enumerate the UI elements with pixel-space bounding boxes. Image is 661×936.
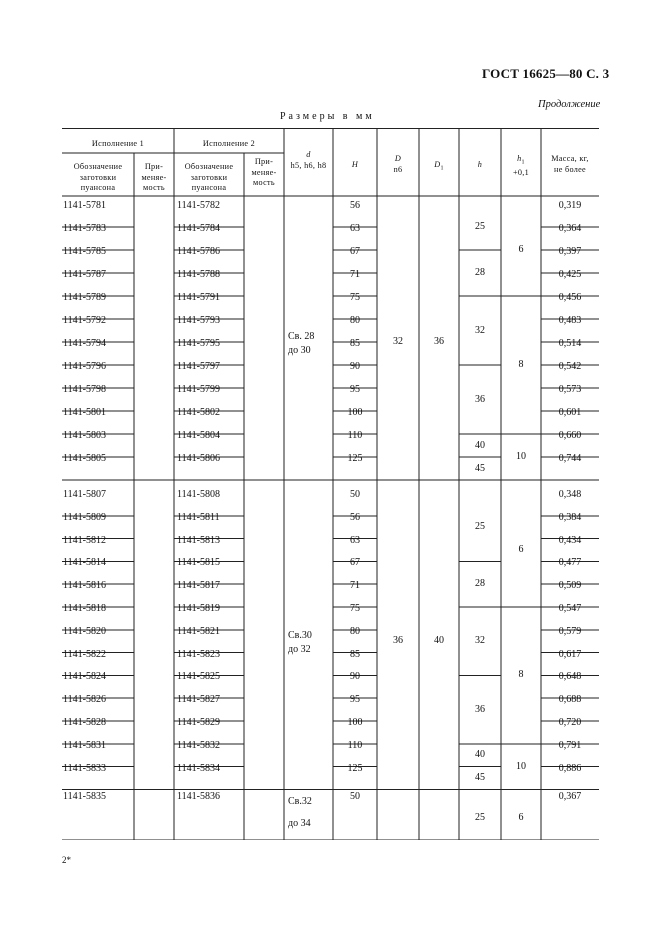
header-designation-1: Обозначение заготовки пуансона [73, 162, 123, 192]
height-h1: 8 [518, 669, 524, 681]
header-d: d h5, h6, h8 [290, 150, 327, 170]
designation-v2: 1141-5834 [177, 762, 220, 774]
designation-v2: 1141-5825 [177, 671, 220, 683]
designation-v1: 1141-5828 [63, 717, 106, 728]
height-H: 80 [350, 625, 360, 637]
height-H: 110 [347, 739, 363, 751]
mass-value: 0,886 [558, 762, 582, 774]
header-applicability-1: При- меняе- мость [141, 162, 167, 192]
height-h1: 6 [518, 811, 524, 823]
designation-v1: 1141-5783 [63, 223, 106, 234]
height-H: 125 [347, 453, 363, 464]
height-h1: 10 [516, 451, 526, 462]
header-h1: $h_1$ +0,1 [512, 154, 530, 178]
height-H: 71 [350, 580, 360, 592]
height-H: 80 [350, 315, 360, 326]
designation-v1: 1141-5814 [63, 557, 106, 569]
designation-v1: 1141-5824 [63, 671, 106, 683]
height-h: 28 [475, 267, 485, 278]
designation-v2: 1141-5832 [177, 739, 220, 751]
height-h: 45 [475, 462, 485, 474]
diameter-D: 36 [393, 635, 403, 647]
header-group-1: Исполнение 1 [91, 139, 145, 148]
height-h: 25 [475, 521, 485, 533]
height-h: 40 [475, 749, 485, 761]
height-h: 28 [475, 578, 485, 590]
diameter-d-line: Св.32 [288, 796, 312, 807]
mass-value: 0,601 [558, 407, 582, 418]
designation-v1: 1141-5787 [63, 269, 106, 280]
designation-v2: 1141-5815 [177, 557, 220, 569]
height-h: 25 [475, 221, 485, 232]
designation-v1: 1141-5831 [63, 739, 106, 751]
height-H: 67 [350, 557, 360, 569]
footer-mark: 2* [62, 855, 71, 865]
designation-v1: 1141-5781 [63, 200, 106, 211]
designation-v1: 1141-5835 [63, 791, 106, 802]
height-H: 85 [350, 648, 360, 660]
height-H: 56 [350, 511, 360, 523]
diameter-d-line: до 32 [288, 644, 311, 656]
designation-v2: 1141-5811 [177, 511, 220, 523]
designation-v1: 1141-5822 [63, 648, 106, 660]
height-H: 85 [350, 338, 360, 349]
designation-v2: 1141-5793 [177, 315, 220, 326]
header-designation-2: Обозначение заготовки пуансона [184, 162, 234, 192]
mass-value: 0,547 [558, 603, 582, 614]
height-h: 36 [475, 703, 485, 715]
dimensions-table [62, 128, 599, 840]
mass-value: 0,477 [558, 557, 582, 569]
diameter-d-range [288, 629, 332, 657]
designation-v1: 1141-5803 [63, 430, 106, 441]
mass-value: 0,579 [558, 625, 582, 637]
continued-label: Продолжение [538, 99, 601, 110]
diameter-d-range [288, 791, 332, 835]
designation-v2: 1141-5819 [177, 603, 220, 614]
designation-v2: 1141-5829 [177, 717, 220, 728]
mass-value: 0,434 [558, 534, 582, 546]
mass-value: 0,791 [558, 739, 582, 751]
header-h: h [477, 160, 483, 169]
designation-v1: 1141-5798 [63, 384, 106, 395]
designation-v2: 1141-5827 [177, 694, 220, 706]
mass-value: 0,542 [558, 361, 582, 372]
designation-v1: 1141-5820 [63, 625, 106, 637]
designation-v2: 1141-5821 [177, 625, 220, 637]
designation-v2: 1141-5784 [177, 223, 220, 234]
mass-value: 0,348 [558, 489, 582, 500]
designation-v2: 1141-5788 [177, 269, 220, 280]
height-h: 25 [475, 811, 485, 823]
designation-v2: 1141-5797 [177, 361, 220, 372]
mass-value: 0,483 [558, 315, 582, 326]
height-h: 36 [475, 393, 485, 405]
mass-value: 0,648 [558, 671, 582, 683]
designation-v2: 1141-5802 [177, 407, 220, 418]
designation-v2: 1141-5808 [177, 489, 220, 500]
mass-value: 0,688 [558, 694, 582, 706]
height-H: 71 [350, 269, 360, 280]
mass-value: 0,744 [558, 453, 582, 464]
mass-value: 0,456 [558, 292, 582, 303]
table-grid [62, 128, 599, 840]
height-H: 100 [347, 717, 363, 728]
height-H: 95 [350, 694, 360, 706]
mass-value: 0,364 [558, 223, 582, 234]
height-H: 95 [350, 384, 360, 395]
designation-v1: 1141-5816 [63, 580, 106, 592]
designation-v2: 1141-5836 [177, 791, 220, 802]
designation-v2: 1141-5806 [177, 453, 220, 464]
header-group-2: Исполнение 2 [202, 139, 256, 148]
mass-value: 0,367 [558, 791, 582, 802]
mass-value: 0,397 [558, 246, 582, 257]
height-H: 90 [350, 671, 360, 683]
height-H: 56 [350, 200, 360, 211]
mass-value: 0,573 [558, 384, 582, 395]
header-D: D n6 [393, 154, 403, 174]
mass-value: 0,425 [558, 269, 582, 280]
height-H: 63 [350, 534, 360, 546]
diameter-d-line: до 34 [288, 818, 311, 829]
header-mass: Масса, кг, не более [551, 154, 589, 174]
designation-v1: 1141-5809 [63, 511, 106, 523]
height-H: 50 [350, 791, 360, 802]
height-H: 125 [347, 762, 363, 774]
dimensions-label: Размеры в мм [280, 111, 375, 122]
designation-v1: 1141-5826 [63, 694, 106, 706]
height-h1: 8 [518, 359, 524, 370]
diameter-d-line: Св. 28 [288, 331, 315, 342]
height-H: 67 [350, 246, 360, 257]
height-H: 75 [350, 603, 360, 614]
height-h: 45 [475, 772, 485, 783]
designation-v2: 1141-5823 [177, 648, 220, 660]
height-H: 110 [347, 430, 363, 441]
height-H: 63 [350, 223, 360, 234]
diameter-d-line: Св.30 [288, 630, 312, 642]
header-D1: $D_1$ [434, 160, 444, 172]
designation-v1: 1141-5805 [63, 453, 106, 464]
designation-v2: 1141-5791 [177, 292, 220, 303]
designation-v2: 1141-5782 [177, 200, 220, 211]
designation-v2: 1141-5817 [177, 580, 220, 592]
height-h: 32 [475, 635, 485, 647]
height-H: 50 [350, 489, 360, 500]
designation-v2: 1141-5799 [177, 384, 220, 395]
height-H: 75 [350, 292, 360, 303]
diameter-D1: 36 [434, 336, 444, 347]
height-h1: 6 [518, 244, 524, 255]
diameter-d-line: до 30 [288, 345, 311, 356]
height-h: 32 [475, 324, 485, 336]
mass-value: 0,509 [558, 580, 582, 592]
mass-value: 0,720 [558, 717, 582, 728]
page-header: ГОСТ 16625—80 С. 3 [482, 66, 610, 81]
mass-value: 0,514 [558, 338, 582, 349]
designation-v1: 1141-5792 [63, 315, 106, 326]
designation-v1: 1141-5789 [63, 292, 106, 303]
designation-v1: 1141-5807 [63, 489, 106, 500]
designation-v1: 1141-5794 [63, 338, 106, 349]
height-h: 40 [475, 439, 485, 451]
designation-v1: 1141-5801 [63, 407, 106, 418]
diameter-D: 32 [393, 336, 403, 347]
mass-value: 0,660 [558, 430, 582, 441]
designation-v2: 1141-5813 [177, 534, 220, 546]
designation-v1: 1141-5796 [63, 361, 106, 372]
header-H: H [351, 160, 359, 169]
height-h1: 6 [518, 544, 524, 555]
designation-v1: 1141-5833 [63, 762, 106, 774]
designation-v1: 1141-5785 [63, 246, 106, 257]
height-H: 100 [347, 407, 363, 418]
header-applicability-2: При- меняе- мость [251, 157, 277, 187]
designation-v1: 1141-5812 [63, 534, 106, 546]
diameter-d-range [288, 330, 332, 358]
mass-value: 0,617 [558, 648, 582, 660]
diameter-D1: 40 [434, 635, 444, 647]
mass-value: 0,384 [558, 511, 582, 523]
designation-v2: 1141-5786 [177, 246, 220, 257]
height-H: 90 [350, 361, 360, 372]
designation-v2: 1141-5804 [177, 430, 220, 441]
designation-v2: 1141-5795 [177, 338, 220, 349]
height-h1: 10 [516, 760, 526, 772]
designation-v1: 1141-5818 [63, 603, 106, 614]
mass-value: 0,319 [558, 200, 582, 211]
